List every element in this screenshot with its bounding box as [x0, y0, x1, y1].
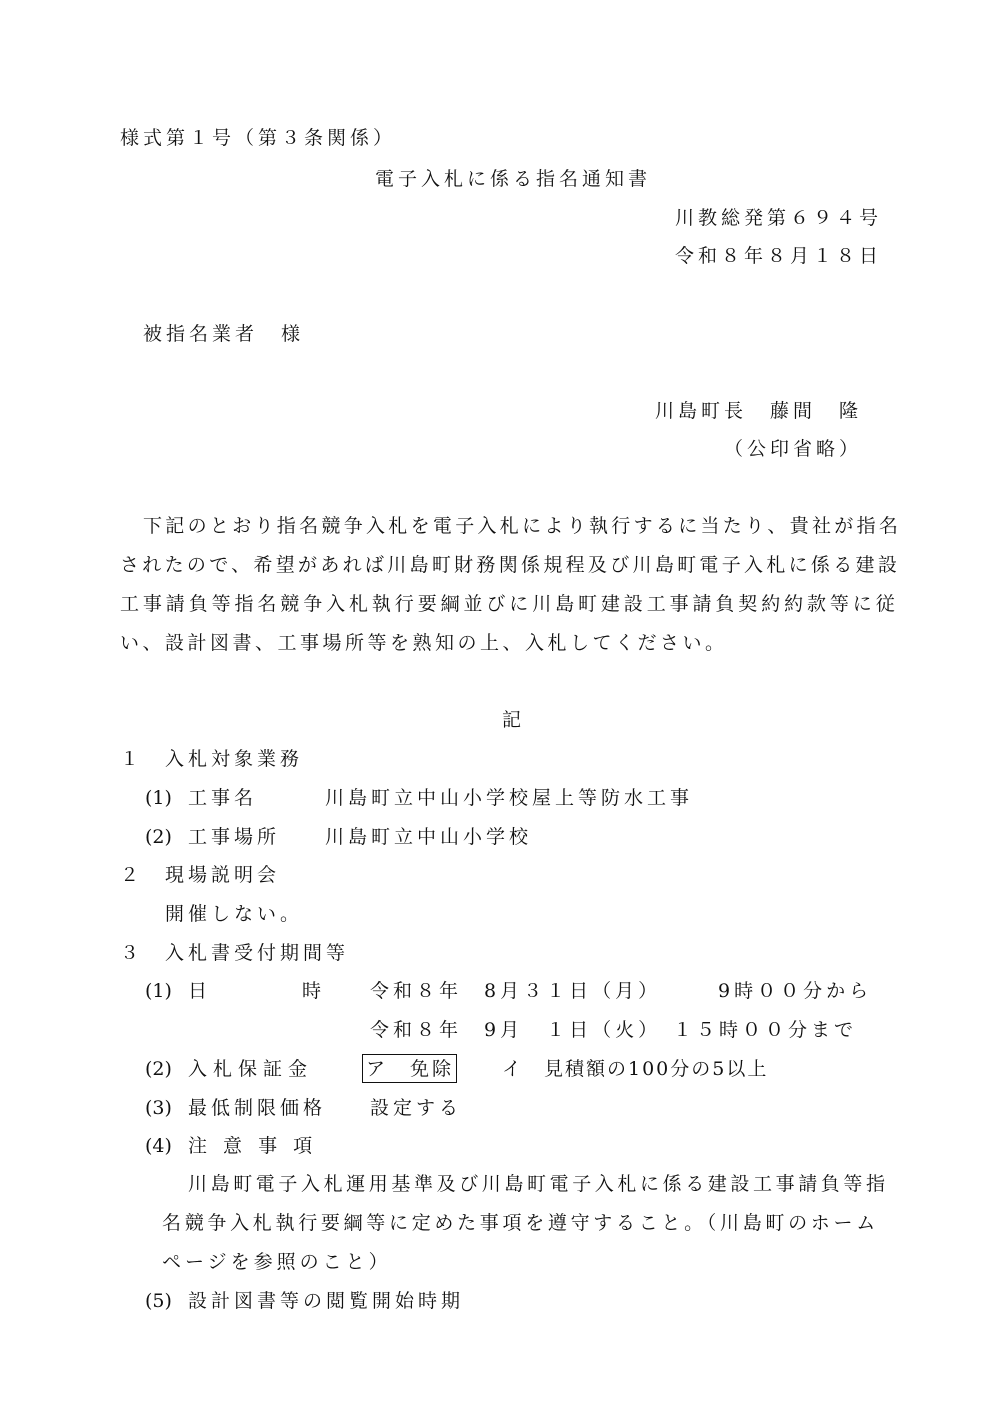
item-3-2-label: 入札保証金 [188, 1058, 314, 1080]
period-end-era: 令和８年 [370, 1019, 463, 1041]
section-2-number: ２ [120, 864, 144, 886]
notes-line-2: 名競争入札執行要綱等に定めた事項を遵守すること。（川島町のホーム [162, 1212, 879, 1234]
item-3-4-label: 注 意 事 項 [188, 1135, 318, 1157]
item-3-5-label: 設計図書等の閲覧開始時期 [188, 1290, 465, 1312]
issuer-name: 川島町長 藤間 隆 [654, 400, 862, 422]
item-3-1-label-a: 日 [188, 980, 212, 1002]
item-3-1-number: (1) [145, 980, 172, 1002]
item-3-3-label: 最低制限価格 [188, 1097, 327, 1119]
item-3-2-number: (2) [145, 1058, 172, 1080]
section-3-number: ３ [120, 942, 144, 964]
item-1-2-label: 工事場所 [188, 826, 281, 848]
notes-line-3: ページを参照のこと） [162, 1251, 392, 1273]
bid-bond-option-a: ア 免除 [362, 1054, 457, 1083]
section-1-number: １ [120, 748, 144, 770]
item-3-3-number: (3) [145, 1097, 172, 1119]
notes-line-1: 川島町電子入札運用基準及び川島町電子入札に係る建設工事請負等指 [188, 1173, 889, 1195]
period-end-time: １５時００分まで [673, 1019, 858, 1041]
document-date: 令和８年８月１８日 [674, 245, 882, 267]
seal-note: （公印省略） [723, 438, 862, 460]
item-3-4-number: (4) [145, 1135, 172, 1157]
section-2-value: 開催しない。 [165, 903, 304, 925]
body-line-3: 工事請負等指名競争入札執行要綱並びに川島町建設工事請負契約約款等に従 [120, 593, 899, 615]
document-number: 川教総発第６９４号 [674, 207, 882, 229]
section-2-title: 現場説明会 [165, 864, 281, 886]
item-1-1-label: 工事名 [188, 787, 258, 809]
period-start-time: 9時００分から [718, 980, 873, 1002]
body-line-2: されたので、希望があれば川島町財務関係規程及び川島町電子入札に係る建設 [120, 554, 901, 576]
item-3-1-label-b: 時 [302, 980, 326, 1002]
ki-heading: 記 [502, 709, 526, 731]
item-3-5-number: (5) [145, 1290, 172, 1312]
item-1-1-number: (1) [145, 787, 172, 809]
item-3-3-value: 設定する [370, 1097, 463, 1119]
body-line-4: い、設計図書、工事場所等を熟知の上、入札してください。 [120, 632, 728, 654]
bid-bond-option-b: イ 見積額の100分の5以上 [502, 1058, 769, 1080]
body-line-1: 下記のとおり指名競争入札を電子入札により執行するに当たり、貴社が指名 [143, 515, 902, 537]
form-number: 様式第１号（第３条関係） [120, 127, 397, 149]
section-1-title: 入札対象業務 [165, 748, 304, 770]
document-title: 電子入札に係る指名通知書 [375, 168, 652, 190]
item-1-2-number: (2) [145, 826, 172, 848]
addressee: 被指名業者 様 [143, 323, 305, 345]
item-1-2-value: 川島町立中山小学校 [325, 826, 533, 848]
period-end-date: 9月 １日（火） [484, 1019, 662, 1041]
item-1-1-value: 川島町立中山小学校屋上等防水工事 [325, 787, 694, 809]
period-start-date: 8月３１日（月） [484, 980, 662, 1002]
period-start-era: 令和８年 [370, 980, 463, 1002]
section-3-title: 入札書受付期間等 [165, 942, 350, 964]
